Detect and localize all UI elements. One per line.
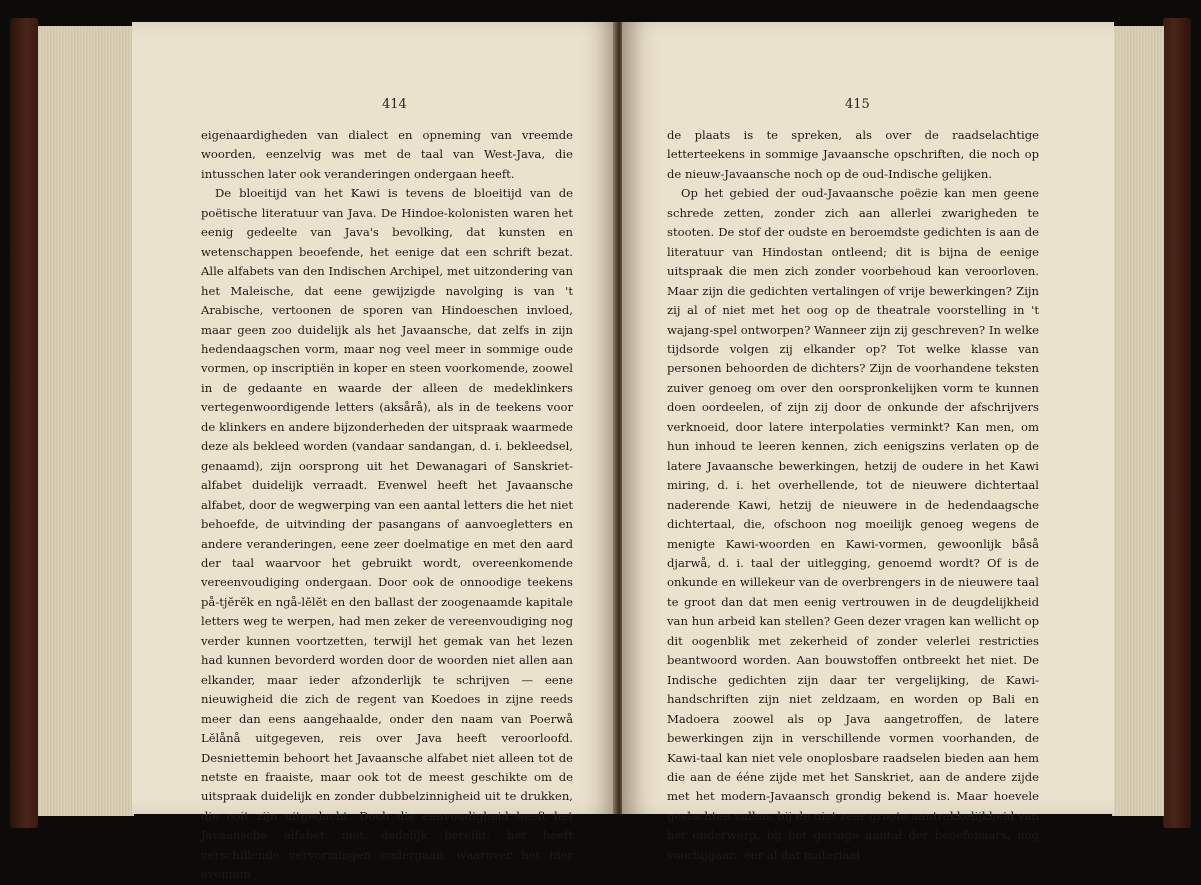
left-paragraph-2: De bloeitijd van het Kawi is tevens de bloeitijd van de poëtische literatuur van Java. De Hindoe-kolonisten waren het eenig gedeelte van Java's bevolking, dat kunsten en wetenschappen beoefende, het eenige dat een schrift bezat. Alle alfabets van den Indischen Archipel, met uitzondering van het Maleische, dat eene gewijzigde navolging is van 't Arabische, vertoonen de sporen van Hindoeschen invloed, maar geen zoo duidelijk als het Javaansche, dat zelfs in zijn hedendaagschen vorm, maar nog veel meer in sommige oude vormen, op inscriptiën in koper en steen voorkomende, zoowel in de gedaante en waarde der alleen de medeklinkers vertegenwoordigende letters (aksårå), als in de teekens voor de klinkers en andere bijzonderheden der uitspraak waarmede deze als bekleed worden (vandaar sandangan, d. i. bekleedsel, genaamd), zijn oorsprong uit het Dewanagari of Sanskriet-alfabet duidelijk verraadt. Evenwel heeft het Javaansche alfabet, door de wegwerping van een aantal letters die het niet behoefde, de uitvinding der pasangans of aanvoegletters en andere veranderingen, eene zeer doelmatige en met den aard der taal waarvoor het gebruikt wordt, overeenkomende vereenvoudiging ondergaan. Door ook de onnoodige teekens på-tjĕrĕk en ngå-lĕlĕt en den ballast der zoogenaamde kapitale letters weg te werpen, had men zeker de vereenvoudiging nog verder kunnen voortzetten, terwijl het gemak van het lezen had kunnen bevorderd worden door de woorden niet allen aan elkander, maar ieder afzonderlijk te schrijven — eene nieuwigheid die zich de regent van Koedoes in zijne reeds meer dan eens aangehaalde, onder den naam van Poerwå Lĕlånå uitgegeven, reis over Java heeft veroorloofd. Desniettemin behoort het Javaansche alfabet niet alleen tot de netste en fraaiste, maar ook tot de meest geschikte om de uitspraak duidelijk en zonder dubbelzinnigheid uit te drukken, die ooit zijn uitgedacht. Doch die eenvoudigheid heeft het Javaansche alfabet niet dadelijk bereikt; het heeft verschillende vervormingen ondergaan, waarover het hier evenmin: [201, 186, 573, 882]
left-page-number: 414: [382, 97, 407, 112]
left-page-text: [201, 126, 573, 885]
left-page-stack: [38, 26, 134, 816]
right-page-number: 415: [845, 97, 870, 112]
right-page: [622, 22, 1114, 862]
left-page: [132, 22, 617, 882]
right-page-stack: [1112, 26, 1164, 816]
left-paragraph-1: eigenaardigheden van dialect en opneming van vreemde woorden, eenzelvig was met de taal van West-Java, die intusschen later ook veranderingen ondergaan heeft.: [201, 128, 573, 181]
right-paragraph-2: Op het gebied der oud-Javaansche poëzie kan men geene schrede zetten, zonder zich aan allerlei zwarigheden te stooten. De stof der oudste en beroemdste gedichten is aan de literatuur van Hindostan ontleend; dit is bijna de eenige uitspraak die men zich zonder voorbehoud kan veroorloven. Maar zijn die gedichten vertalingen of vrije bewerkingen? Zijn zij al of niet met het oog op de theatrale voorstelling in 't wajang-spel ontworpen? Wanneer zijn zij geschreven? In welke tijdsorde volgen zij elkander op? Tot welke klasse van personen behoorden de dichters? Zijn de voorhandene teksten zuiver genoeg om over den oorspronkelijken vorm te kunnen doen oordeelen, of zijn zij door de onkunde der afschrijvers verknoeid, door latere interpolaties verminkt? Kan men, om hun inhoud te leeren kennen, zich eenigszins verlaten op de latere Javaansche bewerkingen, hetzij de oudere in het Kawi miring, d. i. het overhellende, tot de nieuwere dichtertaal naderende Kawi, hetzij de nieuwere in de hedendaagsche dichtertaal, die, ofschoon nog moeilijk genoeg wegens de menigte Kawi-woorden en Kawi-vormen, gewoonlijk båså djarwå, d. i. taal der uitlegging, genoemd wordt? Of is de onkunde en willekeur van de overbrengers in de nieuwere taal te groot dan dat men eenig vertrouwen in de deugdelijkheid van hun arbeid kan stellen? Geen dezer vragen kan wellicht op dit oogenblik met zekerheid of zonder velerlei restricties beantwoord worden. Aan bouwstoffen ontbreekt het niet. De Indische gedichten zijn daar ter vergelijking, de Kawi-handschriften zijn niet zeldzaam, en worden op Bali en Madoera zoowel als op Java aangetroffen, de latere bewerkingen zijn in verschillende vormen voorhanden, de Kawi-taal kan niet vele onoplosbare raadselen bieden aan hem die aan de ééne zijde met het Sanskriet, aan de andere zijde met het modern-Javaansch grondig bekend is. Maar hoevele geslachten zullen, bij de niet zeer groote aantrekkelijkheid van het onderwerp, bij het geringe aantal der beoefenaars, nog voorbijgaan, eer al dat materiaal: [667, 186, 1039, 862]
right-paragraph-1: de plaats is te spreken, als over de raadselachtige letterteekens in sommige Javaansche opschriften, die noch op de nieuw-Javaansche noch op de oud-Indische gelijken.: [667, 128, 1039, 181]
left-book-cover: [10, 18, 38, 828]
right-page-text: [667, 126, 1039, 865]
right-book-cover: [1163, 18, 1191, 828]
